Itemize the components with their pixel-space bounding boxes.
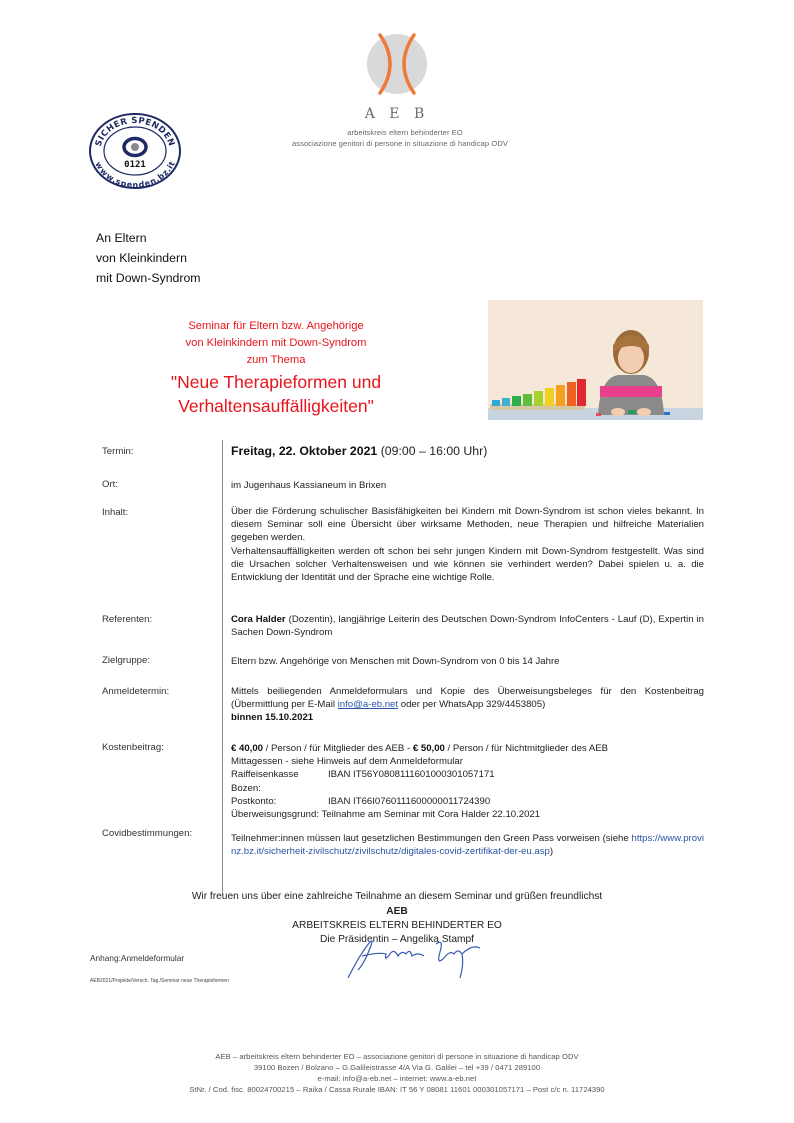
bank-iban: IBAN IT66I0760111600000011724390 (328, 795, 491, 807)
covid-value (231, 832, 704, 858)
attachment-note: Anhang:Anmeldeformular (90, 953, 185, 963)
closing-org-short: AEB (386, 906, 408, 917)
transfer-reason: Überweisungsgrund: Teilnahme am Seminar mit Cora Halder 22.10.2021 (231, 809, 541, 821)
seminar-title-line: Verhaltensauffälligkeiten" (178, 396, 374, 416)
zielgruppe-value: Eltern bzw. Angehörige von Menschen mit Down-Syndrom von 0 bis 14 Jahre (231, 656, 560, 667)
termin-date: Freitag, 22. Oktober 2021 (231, 444, 378, 458)
lunch-note: Mittagessen - siehe Hinweis auf dem Anmeldeformular (231, 756, 463, 768)
inhalt-value (231, 505, 704, 584)
anmeldetermin-label: Anmeldetermin: (102, 686, 170, 697)
seal-top-text: SICHER SPENDEN (93, 115, 177, 148)
footer (0, 1051, 794, 1095)
bank-name: Raiffeisenkasse Bozen: (231, 769, 299, 794)
seminar-headline (150, 318, 402, 418)
termin-time: (09:00 – 16:00 Uhr) (380, 444, 488, 458)
ort-label: Ort: (102, 479, 118, 490)
email-link[interactable]: info@a-eb.net (337, 699, 399, 711)
child-playing-photo (488, 300, 703, 420)
anmeldetermin-text: Mittels beiliegenden Anmeldeformulars und Kopie des Überweisungsbeleges für den Kostenbeitrag (Übermittlung per E-Mail (231, 686, 704, 711)
headline-sub: zum Thema (246, 354, 306, 366)
greeting: Wir freuen uns über eine zahlreiche Teilnahme an diesem Seminar und grüßen freundlichst (191, 891, 603, 902)
inhalt-paragraph: Verhaltensauffälligkeiten werden oft schon bei sehr jungen Kindern mit Down-Syndrom festgestellt. Was sind die Ursachen solcher Verhaltensweisen und wie können sie verhindert werden? Dabei spielen u. a. die Entwicklung der Identität und der Sprache eine wichtige Rolle. (231, 545, 704, 584)
sicher-spenden-seal-icon (88, 112, 182, 190)
covid-close: ) (549, 846, 554, 858)
seminar-title (150, 370, 402, 418)
registration-deadline: binnen 15.10.2021 (231, 712, 314, 724)
bank-row (231, 768, 704, 794)
org-line-it: associazione genitori di persone in situazione di handicap ODV (292, 139, 508, 148)
footer-line: e-mail: info@a-eb.net – internet: www.a-eb.net (317, 1074, 477, 1083)
covid-url-link[interactable]: https://www.provinz.bz.it/sicherheit-zivilschutz/zivilschutz/digitales-covid-zertifikat-der-eu.asp (231, 833, 704, 858)
recipient-line: von Kleinkindern (96, 251, 187, 265)
bank-row (231, 795, 704, 808)
footer-line: AEB – arbeitskreis eltern behinderter EO – associazione genitori di persone in situazione di handicap ODV (215, 1052, 579, 1061)
recipient-line: An Eltern (96, 231, 147, 245)
signatory: Die Präsidentin – Angelika Stampf (319, 934, 475, 945)
bank-iban: IBAN IT56Y0808111601000301057171 (328, 769, 495, 781)
speaker-name: Cora Halder (231, 614, 286, 625)
termin-label: Termin: (102, 446, 134, 457)
headline-sub: Seminar für Eltern bzw. Angehörige (188, 320, 364, 332)
closing-org-full: ARBEITSKREIS ELTERN BEHINDERTER EO (292, 920, 502, 931)
inhalt-label: Inhalt: (102, 507, 129, 518)
covid-text: Teilnehmer:innen müssen laut gesetzlichen Bestimmungen den Green Pass vorweisen (siehe (231, 833, 632, 844)
seminar-title-line: "Neue Therapieformen und (170, 372, 382, 392)
referenten-value (231, 613, 704, 639)
inhalt-paragraph: Über die Förderung schulischer Basisfähigkeiten bei Kindern mit Down-Syndrom ist schon vieles bekannt. In diesem Seminar soll eine Übersicht über wirksame Methoden, neue Therapien und hilfreiche Materialien gegeben werden. (231, 506, 704, 544)
signature-image (340, 934, 490, 982)
anmeldetermin-value (231, 685, 704, 725)
price-non-members: € 50,00 (412, 743, 445, 754)
price-members-text: / Person / für Mitglieder des AEB - (263, 743, 413, 754)
logo-name: A E B (364, 106, 430, 122)
speaker-description: (Dozentin), langjährige Leiterin des Deutschen Down-Syndrom InfoCenters - Lauf (D), Expertin in Sachen Down-Syndrom (231, 614, 704, 639)
aeb-logo-icon (366, 33, 428, 95)
recipient-block (96, 228, 201, 288)
covid-label: Covidbestimmungen: (102, 828, 193, 839)
recipient-line: mit Down-Syndrom (96, 271, 201, 285)
org-line-de: arbeitskreis eltern behinderter EO (347, 128, 463, 137)
seal-bottom-text: www.spenden.bz.it (93, 160, 177, 190)
kostenbeitrag-value (231, 742, 704, 821)
price-members: € 40,00 (231, 743, 264, 754)
ort-value: im Jugenhaus Kassianeum in Brixen (231, 480, 387, 491)
price-non-members-text: / Person / für Nichtmitglieder des AEB (444, 743, 609, 754)
headline-sub: von Kleinkindern mit Down-Syndrom (185, 337, 367, 349)
referenten-label: Referenten: (102, 614, 153, 625)
column-divider (222, 440, 223, 895)
kostenbeitrag-label: Kostenbeitrag: (102, 742, 164, 753)
footer-line: 39100 Bozen / Bolzano – G.Galileistrasse 4/A Via G. Galilei – tel +39 / 0471 289100 (253, 1063, 541, 1072)
termin-value (231, 443, 704, 459)
file-path: AEB2021/Projekte/Versch. Tag./Seminar neue Therapieformen (90, 978, 229, 984)
bank-name: Postkonto: (231, 795, 277, 807)
seal-number: 0121 (124, 160, 146, 170)
anmeldetermin-text: oder per WhatsApp 329/4453805) (398, 699, 546, 711)
zielgruppe-label: Zielgruppe: (102, 655, 150, 666)
footer-line: StNr. / Cod. fisc. 80024700215 – Raika / Cassa Rurale IBAN: IT 56 Y 08081 11601 000301057171 – Post c/c n. 11724390 (189, 1085, 605, 1094)
